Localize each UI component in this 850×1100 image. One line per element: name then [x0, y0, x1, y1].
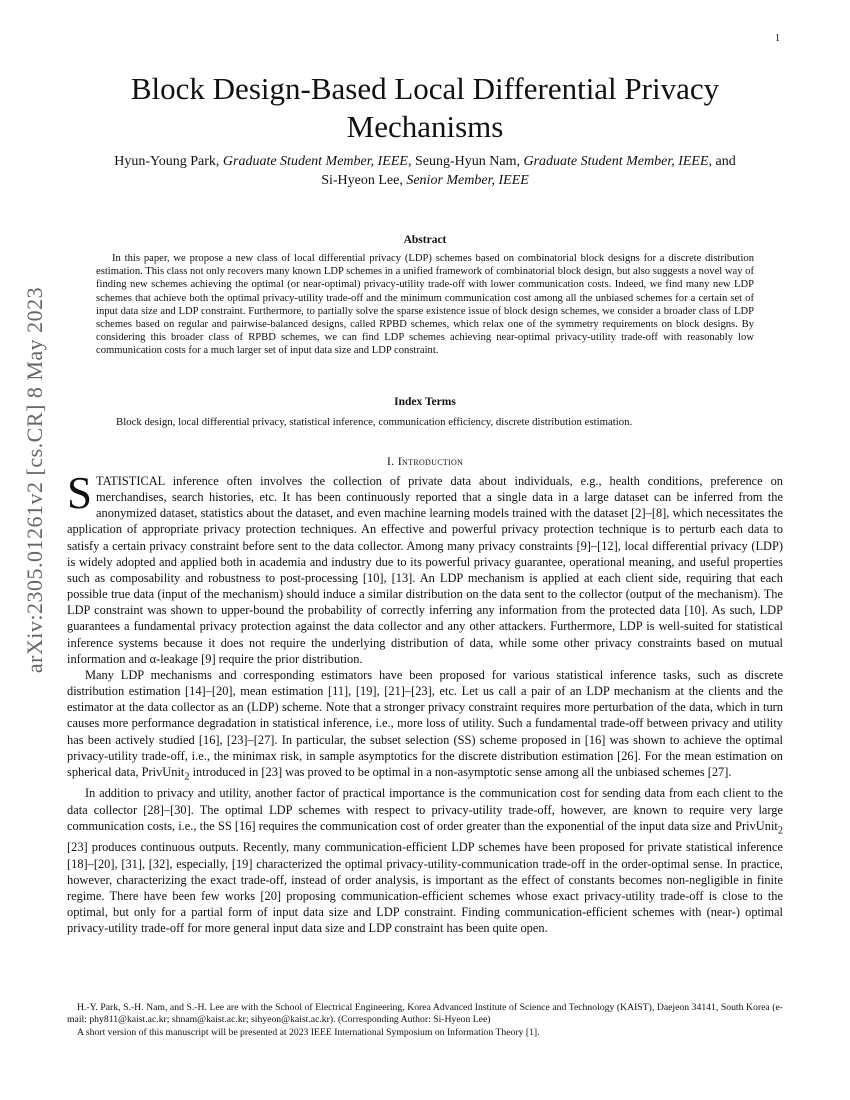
introduction-body: [67, 468, 783, 936]
abstract-text: In this paper, we propose a new class of local differential privacy (LDP) schemes based on combinatorial block designs for a discrete distribution estimation. This class not only recovers many known LDP schemes in a unified framework of combinatorial block design, but also suggests a novel way of finding new schemes achieving the optimal (or near-optimal) privacy-utility trade-off with lower communication costs. Indeed, we find many new LDP schemes that achieve both the optimal privacy-utility trade-off and the minimum communication cost among all the unbiased schemes for a certain set of input data size and LDP constraint. Furthermore, to partially solve the sparse existence issue of block design schemes, we consider a broader class of LDP schemes based on regular and pairwise-balanced designs, called RPBD schemes, which relax one of the symmetry requirements on block designs. By considering this broader class of RPBD schemes, we can find LDP schemes achieving near-optimal privacy-utility trade-off with reasonably low communication costs for a much larger set of input data size and LDP constraint.: [96, 253, 754, 357]
section-number: I.: [386, 454, 398, 468]
abstract-heading: Abstract: [403, 234, 447, 246]
arxiv-identifier: arXiv:2305.01261v2 [cs.CR] 8 May 2023: [22, 286, 47, 674]
author-list: [70, 152, 780, 190]
author-role: Senior Member, IEEE: [406, 173, 529, 188]
author-role: Graduate Student Member, IEEE,: [523, 154, 713, 169]
footnote: A short version of this manuscript will be presented at 2023 IEEE International Symposium on Information Theory [1].: [77, 1026, 540, 1038]
drop-cap: S: [67, 468, 93, 518]
paragraph-text: Many LDP mechanisms and corresponding estimators have been proposed for various statistical inference tasks, such as discrete distribution estimation [14]–[20], mean estimation [11], [19], [21]–[23], etc. Let us call a pair of an LDP mechanism at the clients and the estimator at the data collector as an (LDP) scheme. Note that a stronger privacy constraint requires more perturbation of the data, which in turn causes more performance degradation in statistical inference, i.e., more loss of utility. Such a fundamental trade-off between privacy and utility has been actively studied [16], [23]–[27]. In particular, the subset selection (SS) scheme proposed in [16] was shown to achieve the optimal privacy-utility trade-off, i.e., the minimax risk, in sample asymptotics for the discrete distribution estimation [26]. For the mean estimation on spherical data, PrivUnit: [67, 667, 783, 779]
footnotes: [67, 1002, 783, 1039]
author-conjunction: and: [715, 154, 736, 169]
paper-title: Block Design-Based Local Differential Privacy Mechanisms: [130, 71, 720, 144]
subscript: 2: [777, 825, 783, 837]
footnote: H.-Y. Park, S.-H. Nam, and S.-H. Lee are with the School of Electrical Engineering, Korea Advanced Institute of Science and Technology (KAIST), Daejeon 34141, South Korea (e-mail: phy811@kaist.ac.kr; shnam@kaist.ac.kr; sihyeon@kaist.ac.kr). (Corresponding Author: Si-Hyeon Lee): [67, 1002, 783, 1026]
paragraph: [67, 785, 783, 936]
section-title: Introduction: [397, 454, 464, 468]
author-role: Graduate Student Member, IEEE,: [222, 154, 412, 169]
paragraph: [67, 667, 783, 786]
subscript: 2: [184, 771, 190, 783]
paragraph-text: [23] produces continuous outputs. Recently, many communication-efficient LDP schemes have been proposed for private statistical inference [18]–[20], [31], [32], especially, [19] characterized the optimal privacy-utility-communication trade-off in the order-optimal sense. In practice, however, characterizing the exact trade-off, instead of order analysis, is important as the effect of constants becomes non-negligible in finite regime. There have been few works [20] proposing communication-efficient schemes whose exact privacy-utility trade-off is close to the optimal, but only for a partial form of input data size and LDP constraint. Finding communication-efficient schemes with (near-) optimal privacy-utility trade-off for more general input data size and LDP constraint has been quite open.: [67, 840, 783, 936]
author-name: Seung-Hyun Nam,: [414, 154, 520, 169]
arxiv-sidebar: [10, 280, 60, 680]
paragraph-text: TATISTICAL inference often involves the collection of private data about individuals, e.g., health conditions, preference on merchandises, search histories, etc. It has been continuously reported that a single data in a large dataset can be inferred from the anonymized dataset, statistics about the dataset, and even machine learning models trained with the dataset [2]–[8], which necessitates the application of appropriate privacy protection techniques. An effective and powerful privacy protection technique is to perturb each data to satisfy a certain privacy constraint before sent to the data collector. Among many privacy constraints [9]–[12], local differential privacy (LDP) is widely adopted and applied both in academia and industry due to its powerful privacy guarantee, operational meaning, and useful properties such as composability and robustness to post-processing [10], [13]. An LDP mechanism is applied at each client side, requiring that each possible true data (input of the mechanism) should induce a similar distribution on the data sent to the collector (output of the mechanism). The LDP constraint was shown to upper-bound the probability of correctly inferring any information from the protected data [10]. As such, LDP guarantees a fundamental privacy protection against the data collector and any other attackers. Furthermore, LDP is well-suited for statistical inference systems because it does not require the underlying distribution of data, while some other privacy constraints based on mutual information and α-leakage [9] require the prior distribution.: [67, 474, 783, 666]
paragraph-text: introduced in [23] was proved to be optimal in a non-asymptotic sense among all the unbiased schemes [27].: [189, 764, 732, 779]
index-terms-heading: Index Terms: [394, 396, 456, 408]
paragraph: [67, 468, 783, 667]
author-name: Hyun-Young Park,: [114, 154, 220, 169]
paragraph-text: In addition to privacy and utility, another factor of practical importance is the communication cost for sending data from each client to the data collector [28]–[30]. The optimal LDP schemes with respect to privacy-utility trade-off, however, are known to require very large communication costs, i.e., the SS [16] requires the communication cost of order greater than the exponential of the input data size and PrivUnit: [67, 786, 783, 833]
author-name: Si-Hyeon Lee,: [321, 173, 403, 188]
index-terms-text: Block design, local differential privacy, statistical inference, communication efficiency, discrete distribution estimation.: [116, 416, 633, 428]
page-number: 1: [775, 33, 780, 44]
section-heading: [0, 454, 850, 469]
